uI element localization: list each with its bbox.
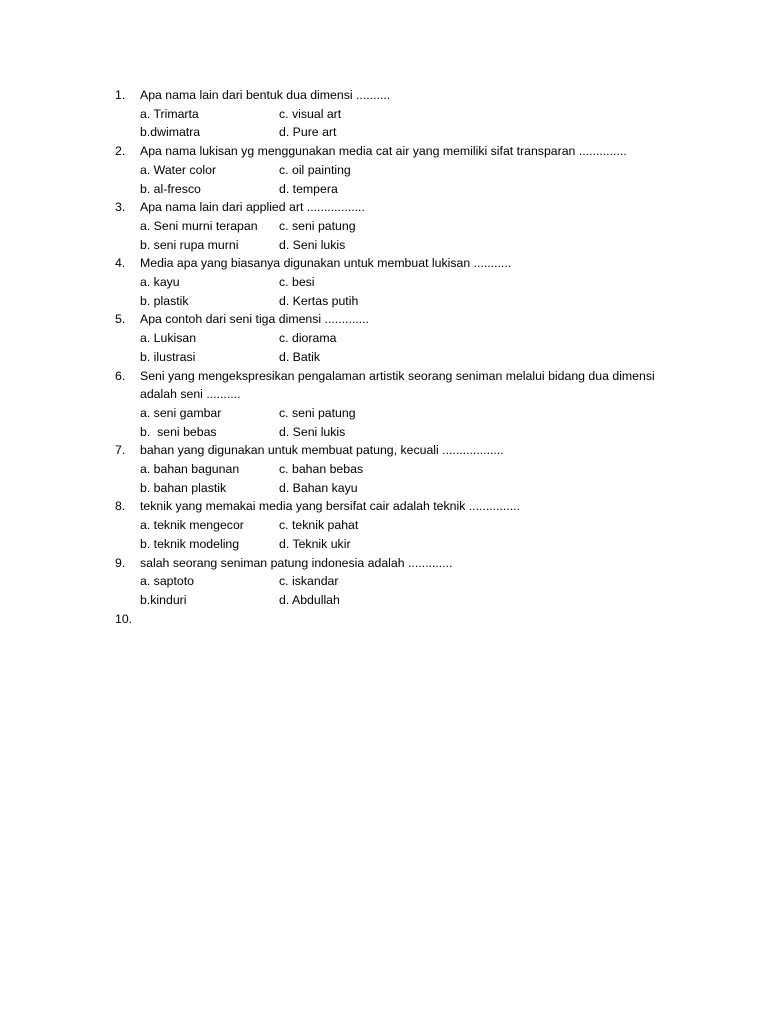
question-line xyxy=(115,610,675,629)
question-text: bahan yang digunakan untuk membuat patung, kecuali .................. xyxy=(140,443,504,458)
answer-option: a. Lukisan xyxy=(140,331,197,346)
answer-option-row xyxy=(115,236,675,255)
answer-option: a. seni gambar xyxy=(140,405,222,420)
question-item xyxy=(115,441,675,497)
question-number: 6. xyxy=(115,368,126,383)
answer-option: b. plastik xyxy=(140,293,189,308)
question-text: teknik yang memakai media yang bersifat cair adalah teknik ............... xyxy=(140,499,521,514)
answer-option-row xyxy=(115,591,675,610)
question-number: 4. xyxy=(115,256,126,271)
question-line xyxy=(115,142,675,161)
answer-option: d. Bahan kayu xyxy=(279,480,358,495)
question-number: 7. xyxy=(115,443,126,458)
answer-option: c. visual art xyxy=(279,106,342,121)
answer-option: c. seni patung xyxy=(279,218,356,233)
answer-option: b.dwimatra xyxy=(140,125,201,140)
answer-option-row xyxy=(115,180,675,199)
answer-option: b. bahan plastik xyxy=(140,480,227,495)
answer-option: b. seni bebas xyxy=(140,424,217,439)
question-number: 2. xyxy=(115,144,126,159)
answer-option: d. Pure art xyxy=(279,125,337,140)
answer-option: b. teknik modeling xyxy=(140,536,240,551)
question-number: 10. xyxy=(115,611,133,626)
question-text: Apa contoh dari seni tiga dimensi ............. xyxy=(140,312,369,327)
question-number: 3. xyxy=(115,200,126,215)
question-list xyxy=(115,86,675,628)
answer-option-row xyxy=(115,479,675,498)
answer-option-row xyxy=(115,329,675,348)
question-line xyxy=(115,441,675,460)
answer-option-row xyxy=(115,404,675,423)
question-item xyxy=(115,142,675,198)
answer-option: b. ilustrasi xyxy=(140,349,196,364)
question-number: 8. xyxy=(115,499,126,514)
question-line xyxy=(115,497,675,516)
question-number: 5. xyxy=(115,312,126,327)
question-text: Apa nama lukisan yg menggunakan media cat air yang memiliki sifat transparan .............. xyxy=(140,144,627,159)
answer-option: b. seni rupa murni xyxy=(140,237,239,252)
answer-option: a. Trimarta xyxy=(140,106,199,121)
question-item xyxy=(115,198,675,254)
question-item xyxy=(115,554,675,610)
answer-option: c. besi xyxy=(279,275,315,290)
question-line xyxy=(115,554,675,573)
answer-option: d. Seni lukis xyxy=(279,424,346,439)
answer-option: d. Batik xyxy=(279,349,321,364)
answer-option: d. Kertas putih xyxy=(279,293,359,308)
answer-option-row xyxy=(115,273,675,292)
answer-option: d. Teknik ukir xyxy=(279,536,351,551)
answer-option: a. Seni murni terapan xyxy=(140,218,258,233)
answer-option: c. iskandar xyxy=(279,574,339,589)
answer-option: a. kayu xyxy=(140,275,180,290)
answer-option-row xyxy=(115,217,675,236)
question-number: 1. xyxy=(115,88,126,102)
question-item xyxy=(115,497,675,553)
question-item xyxy=(115,367,675,442)
question-line xyxy=(115,310,675,329)
answer-option: d. tempera xyxy=(279,181,338,196)
question-item xyxy=(115,86,675,142)
answer-option: b. al-fresco xyxy=(140,181,201,196)
answer-option-row xyxy=(115,423,675,442)
question-text: Apa nama lain dari bentuk dua dimensi .......... xyxy=(140,88,391,102)
answer-option-row xyxy=(115,123,675,142)
question-text: Media apa yang biasanya digunakan untuk membuat lukisan ........... xyxy=(140,256,512,271)
answer-option-row xyxy=(115,535,675,554)
answer-option: d. Seni lukis xyxy=(279,237,346,252)
answer-option: c. diorama xyxy=(279,331,337,346)
answer-option-row xyxy=(115,516,675,535)
answer-option-row xyxy=(115,105,675,124)
answer-option: a. bahan bagunan xyxy=(140,462,240,477)
answer-option: a. teknik mengecor xyxy=(140,518,244,533)
answer-option: a. saptoto xyxy=(140,574,195,589)
question-number: 9. xyxy=(115,555,126,570)
answer-option: c. bahan bebas xyxy=(279,462,364,477)
question-line xyxy=(115,367,675,404)
answer-option-row xyxy=(115,348,675,367)
answer-option-row xyxy=(115,572,675,591)
question-item xyxy=(115,610,675,629)
answer-option: b.kinduri xyxy=(140,592,187,607)
question-line xyxy=(115,198,675,217)
question-line xyxy=(115,86,675,105)
answer-option-row xyxy=(115,460,675,479)
question-text: Seni yang mengekspresikan pengalaman artistik seorang seniman melalui bidang dua dimensi adalah seni .......... xyxy=(140,368,655,402)
answer-option-row xyxy=(115,292,675,311)
answer-option-row xyxy=(115,161,675,180)
answer-option: a. Water color xyxy=(140,162,217,177)
question-text: Apa nama lain dari applied art ................. xyxy=(140,200,365,215)
question-item xyxy=(115,310,675,366)
answer-option: c. seni patung xyxy=(279,405,356,420)
answer-option: c. oil painting xyxy=(279,162,351,177)
answer-option: c. teknik pahat xyxy=(279,518,359,533)
answer-option: d. Abdullah xyxy=(279,592,340,607)
question-text xyxy=(140,610,675,629)
question-item xyxy=(115,254,675,310)
question-text: salah seorang seniman patung indonesia adalah ............. xyxy=(140,555,453,570)
question-line xyxy=(115,254,675,273)
